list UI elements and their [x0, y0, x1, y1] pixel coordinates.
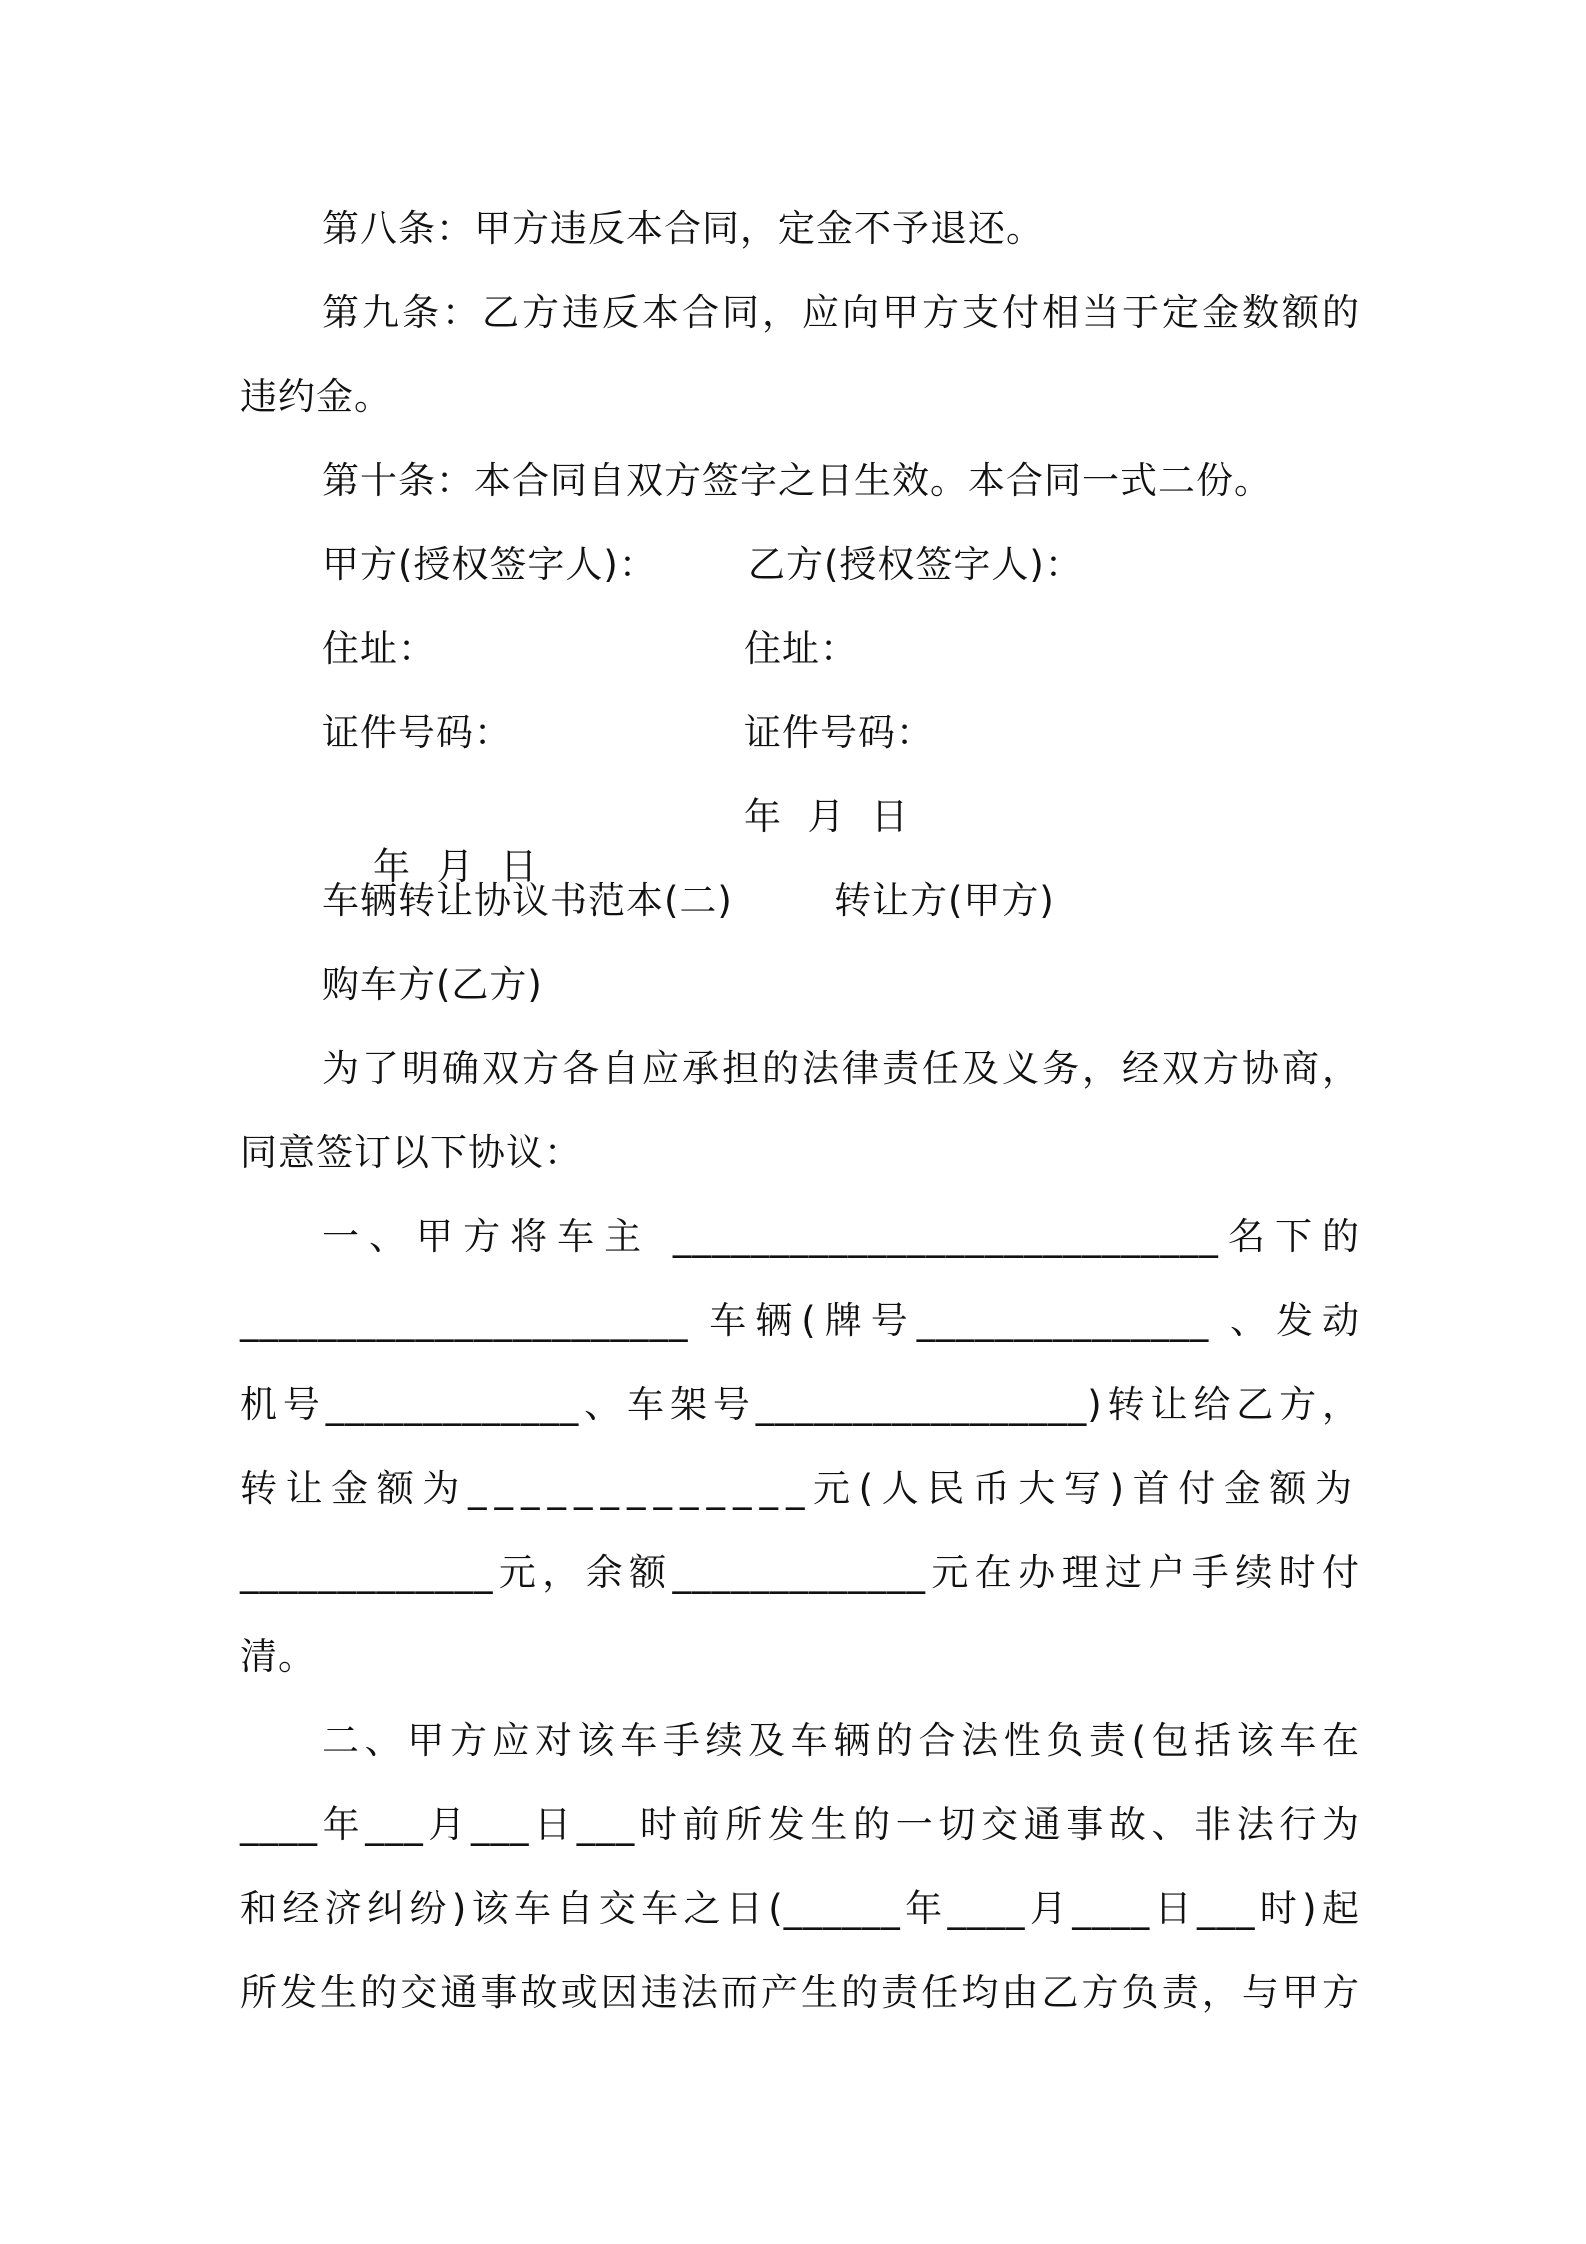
item-1-line-2: _______________________ 车辆(牌号_______________ 、发动: [240, 1299, 1360, 1342]
clause-8: 第八条：甲方违反本合同，定金不予退还。: [322, 207, 1044, 250]
signature-row-authorized: [322, 540, 1360, 590]
buyer-label: 购车方(乙方): [322, 963, 543, 1006]
party-b-date: 年 月 日: [744, 795, 910, 838]
transferor-label: 转让方(甲方): [834, 879, 1055, 922]
party-b-address-label: 住址：: [744, 627, 858, 670]
party-b-signatory: 乙方(授权签字人)：: [748, 543, 1083, 586]
party-a-id-label: 证件号码：: [322, 711, 512, 754]
item-1-line-3: 机号_____________、车架号_________________)转让给乙方，: [240, 1383, 1360, 1426]
item-2-line-1: 二、甲方应对该车手续及车辆的合法性负责(包括该车在: [322, 1719, 1360, 1762]
item-1-line-5: _____________元，余额_____________元在办理过户手续时付: [240, 1551, 1360, 1594]
clause-10: 第十条：本合同自双方签字之日生效。本合同一式二份。: [322, 459, 1272, 502]
clause-9-continued: 违约金。: [240, 375, 392, 418]
party-a-signatory: 甲方(授权签字人)：: [322, 543, 657, 586]
item-1-line-4: 转让金额为_____________元(人民币大写)首付金额为: [240, 1467, 1360, 1510]
party-a-address-label: 住址：: [322, 627, 436, 670]
item-2-line-2: ____年___月___日___时前所发生的一切交通事故、非法行为: [240, 1803, 1360, 1846]
item-2-line-3: 和经济纠纷)该车自交车之日(______年____月____日___时)起: [240, 1887, 1360, 1930]
party-a-date: 年 月 日: [373, 845, 539, 888]
clause-9: 第九条：乙方违反本合同，应向甲方支付相当于定金数额的: [322, 291, 1360, 334]
item-2-line-4: 所发生的交通事故或因违法而产生的责任均由乙方负责，与甲方: [240, 1971, 1360, 2014]
item-1-line-1: 一、甲方将车主 ____________________________名下的: [322, 1215, 1360, 1258]
party-b-id-label: 证件号码：: [744, 711, 934, 754]
item-1-line-6: 清。: [240, 1635, 316, 1678]
preamble-continued: 同意签订以下协议：: [240, 1131, 582, 1174]
signature-row-date: [322, 792, 1360, 888]
signature-row-address: [322, 624, 1360, 674]
agreement-title: 车辆转让协议书范本(二): [322, 879, 733, 922]
signature-row-id: [322, 708, 1360, 758]
agreement-heading-row: [322, 876, 1360, 926]
preamble: 为了明确双方各自应承担的法律责任及义务，经双方协商，: [322, 1047, 1360, 1090]
